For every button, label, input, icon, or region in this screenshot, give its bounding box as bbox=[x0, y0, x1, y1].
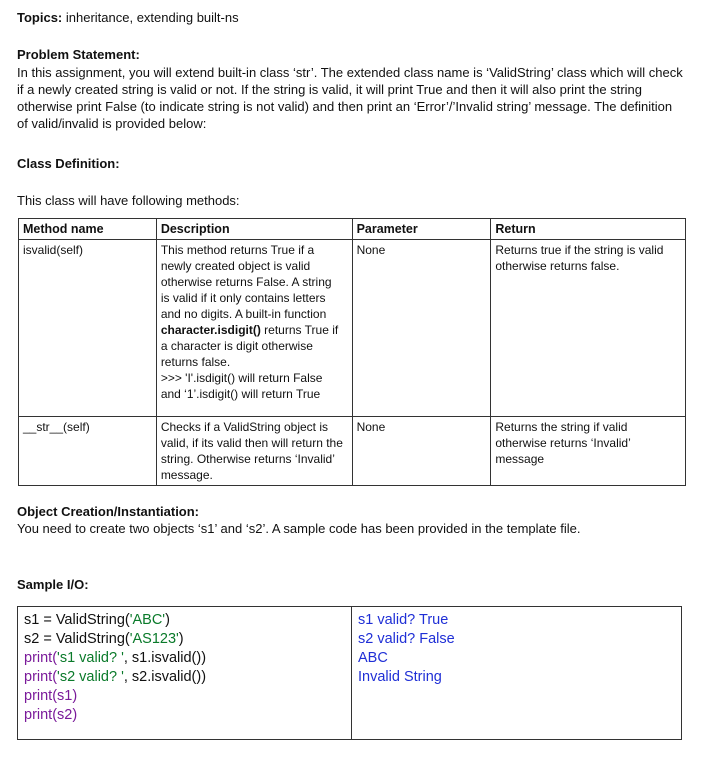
isdigit-function: character.isdigit() bbox=[160, 323, 261, 337]
code-fragment: s1 = ValidString( bbox=[24, 612, 130, 628]
problem-body: In this assignment, you will extend built-in class ‘str’. The extended class name is ‘ValidString’ class which will check if a newly created string is valid or not. If the string is valid, it will print True and then it will also print the string otherwise print False (to indicate string is not valid) and then print an ‘Error’/’Invalid string’ message. The definition of valid/invalid is provided below: bbox=[17, 65, 683, 131]
code-function: print( bbox=[24, 669, 58, 685]
code-function: print( bbox=[24, 650, 58, 666]
desc-line: >>> 'I'.isdigit() will return False bbox=[160, 371, 323, 385]
object-creation-heading: Object Creation/Instantiation: bbox=[17, 504, 200, 519]
code-line: print(s1) bbox=[24, 688, 78, 704]
desc-line: is valid if it only contains letters bbox=[160, 291, 326, 305]
output-line: s1 valid? True bbox=[358, 612, 449, 628]
code-string: 'ABC' bbox=[129, 612, 166, 628]
description-cell: Checks if a ValidString object is valid, if its valid then will return the string. Otherwise returns ‘Invalid’ message. bbox=[156, 417, 352, 486]
methods-header-row bbox=[19, 219, 686, 240]
code-string: 'AS123' bbox=[129, 631, 179, 647]
topics-label: Topics: bbox=[17, 10, 63, 25]
return-cell: Returns the string if valid otherwise returns ‘Invalid’ message bbox=[491, 417, 686, 486]
class-definition-heading: Class Definition: bbox=[17, 156, 120, 171]
sample-io-table bbox=[17, 606, 682, 740]
code-line bbox=[24, 630, 345, 649]
methods-intro: This class will have following methods: bbox=[17, 193, 240, 208]
output-line: Invalid String bbox=[358, 669, 442, 685]
table-row bbox=[19, 240, 686, 417]
code-line bbox=[24, 611, 345, 630]
code-fragment: , s1.isvalid()) bbox=[123, 650, 207, 666]
output-line: ABC bbox=[358, 650, 388, 666]
desc-line-bold bbox=[161, 322, 348, 338]
return-cell: Returns true if the string is valid otherwise returns false. bbox=[491, 240, 686, 417]
sample-io-heading: Sample I/O: bbox=[17, 577, 89, 592]
methods-table bbox=[18, 218, 686, 486]
output-line: s2 valid? False bbox=[358, 631, 455, 647]
topics-text: inheritance, extending built-ns bbox=[62, 10, 239, 25]
col-method-name: Method name bbox=[19, 219, 157, 240]
desc-line: This method returns True if a bbox=[160, 243, 315, 257]
sample-code-cell bbox=[18, 607, 352, 740]
code-fragment: s2 = ValidString( bbox=[24, 631, 130, 647]
desc-line: a character is digit otherwise bbox=[160, 339, 313, 353]
col-parameter: Parameter bbox=[352, 219, 491, 240]
col-return: Return bbox=[491, 219, 686, 240]
desc-line: and no digits. A built-in function bbox=[160, 307, 327, 321]
col-description: Description bbox=[156, 219, 352, 240]
description-cell bbox=[156, 240, 352, 417]
problem-heading: Problem Statement: bbox=[17, 47, 140, 62]
code-string: 's2 valid? ' bbox=[57, 669, 124, 685]
method-name-cell: isvalid(self) bbox=[19, 240, 157, 417]
desc-line: otherwise returns False. A string bbox=[160, 275, 332, 289]
code-line bbox=[24, 649, 345, 668]
object-creation-body: You need to create two objects ‘s1’ and ‘s2’. A sample code has been provided in the template file. bbox=[17, 521, 581, 536]
sample-io-row bbox=[18, 607, 682, 740]
parameter-cell: None bbox=[352, 240, 491, 417]
code-line: print(s2) bbox=[24, 707, 78, 723]
desc-line: and ‘1’.isdigit() will return True bbox=[160, 387, 321, 401]
sample-output-cell bbox=[352, 607, 682, 740]
code-fragment: , s2.isvalid()) bbox=[123, 669, 207, 685]
code-fragment: ) bbox=[178, 631, 184, 647]
topics-line bbox=[17, 10, 239, 25]
table-row bbox=[19, 417, 686, 486]
parameter-cell: None bbox=[352, 417, 491, 486]
desc-fragment: returns True if bbox=[260, 323, 339, 337]
code-string: 's1 valid? ' bbox=[57, 650, 124, 666]
method-name-cell: __str__(self) bbox=[19, 417, 157, 486]
desc-line: newly created object is valid bbox=[160, 259, 311, 273]
desc-line: returns false. bbox=[160, 355, 231, 369]
code-fragment: ) bbox=[165, 612, 170, 628]
code-line bbox=[24, 668, 345, 687]
